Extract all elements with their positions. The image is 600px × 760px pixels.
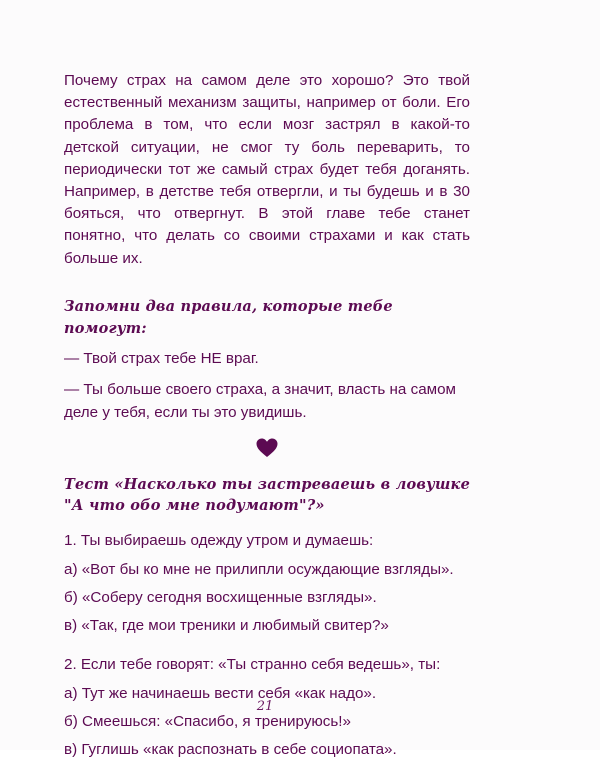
question-text: 2. Если тебе говорят: «Ты странно себя ведешь», ты: — [64, 656, 441, 674]
answer-option: а) «Вот бы ко мне не прилипли осуждающие взгляды». — [64, 561, 454, 579]
page-content — [64, 70, 470, 760]
heart-icon — [256, 438, 278, 458]
rule-item: — Ты больше своего страха, а значит, власть на самом деле у тебя, если ты это увидишь. — [64, 381, 456, 421]
answer-option: а) Тут же начинаешь вести себя «как надо». — [64, 685, 377, 703]
answer-option: б) «Соберу сегодня восхищенные взгляды». — [64, 589, 377, 607]
intro-paragraph: Почему страх на самом деле это хорошо? Это твой естественный механизм защиты, например от боли. Его проблема в том, что если мозг застрял в какой-то детской ситуации, не смог ту боль переварить, то периодически тот же самый страх будет тебя доганять. Например, в детстве тебя отвергли, и ты будешь и в 30 бояться, что отвергнут. В этой главе тебе станет понятно, что делать со своими страхами и как стать больше их. — [64, 72, 470, 267]
answer-option: в) «Так, где мои треники и любимый свитер?» — [64, 617, 389, 635]
page-number: 21 — [256, 699, 274, 714]
question-text: 1. Ты выбираешь одежду утром и думаешь: — [64, 531, 374, 549]
heart-divider — [64, 438, 470, 464]
test-title: Тест «Насколько ты застреваешь в ловушке "А что обо мне подумают"?» — [64, 475, 470, 514]
question-block — [64, 530, 470, 636]
answer-option: в) Гуглишь «как распознать в себе социопата». — [64, 741, 397, 759]
rule-item: — Твой страх тебе НЕ враг. — [64, 350, 259, 368]
answer-option: б) Смеешься: «Спасибо, я тренируюсь!» — [64, 713, 351, 731]
rules-heading: Запомни два правила, которые тебе помогут: — [64, 297, 393, 338]
